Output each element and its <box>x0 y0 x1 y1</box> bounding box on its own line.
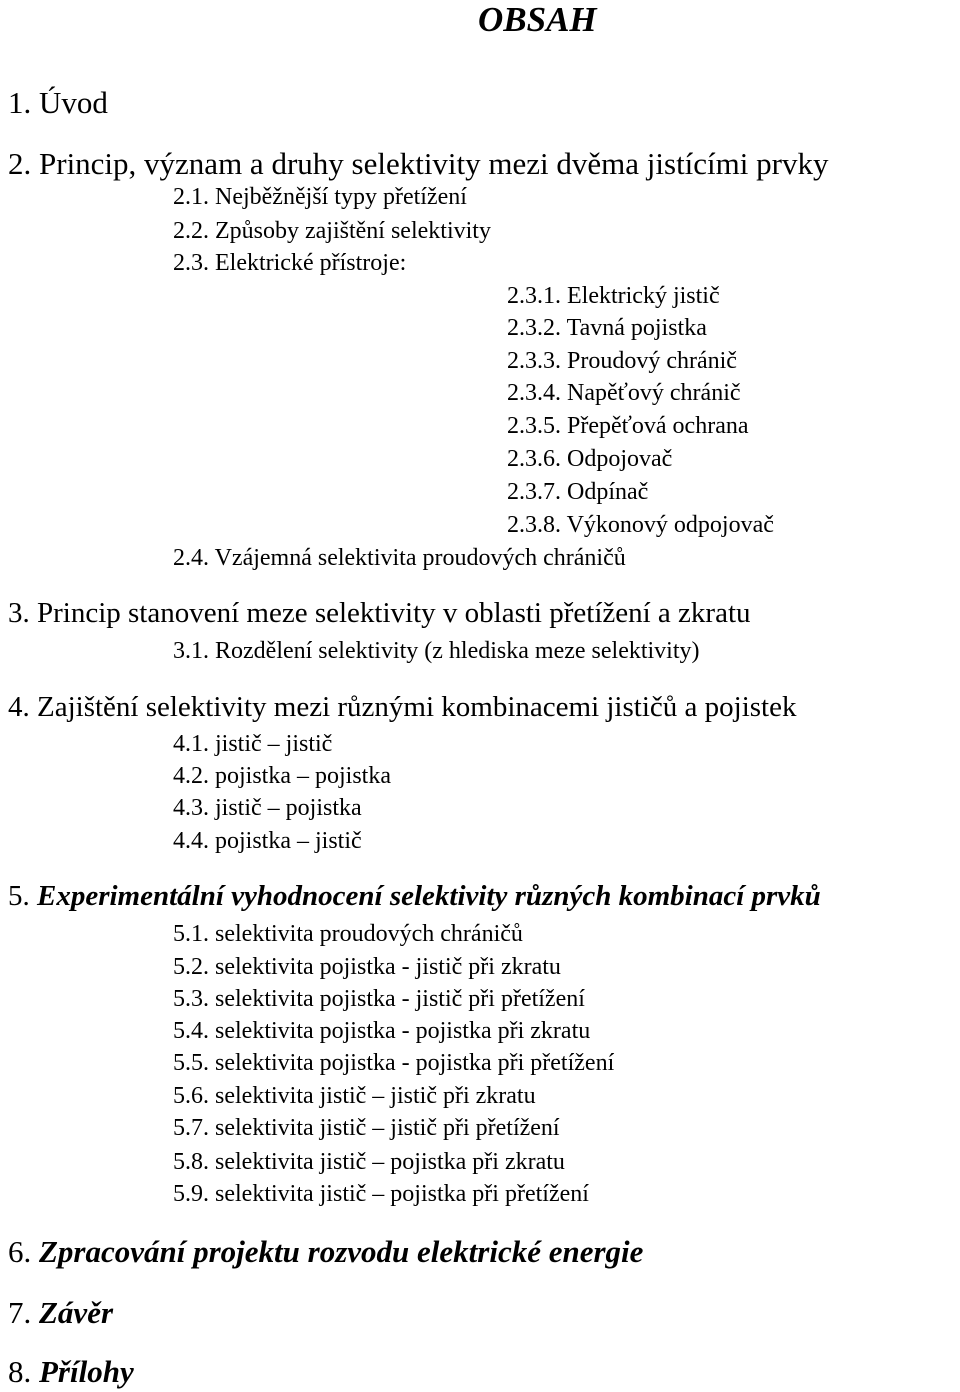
toc-label: Elektrický jistič <box>567 283 720 309</box>
toc-item-5-8 <box>173 1150 565 1174</box>
toc-item-2-3-1 <box>507 284 720 308</box>
toc-number: 2.3.4. <box>507 380 561 406</box>
toc-number: 2.3. <box>173 250 209 276</box>
toc-label: jistič – jistič <box>215 731 333 757</box>
toc-label: Elektrické přístroje: <box>215 250 407 276</box>
toc-number: 5.5. <box>173 1050 209 1076</box>
toc-number: 4. <box>8 691 30 723</box>
toc-number: 4.3. <box>173 795 209 821</box>
toc-number: 2.3.7. <box>507 479 561 505</box>
toc-number: 8. <box>8 1354 32 1389</box>
toc-item-4-4 <box>173 829 362 853</box>
toc-item-3-1 <box>173 639 700 663</box>
toc-label: pojistka – jistič <box>215 828 362 854</box>
toc-label: Proudový chránič <box>567 348 737 374</box>
toc-item-2-3-8 <box>507 513 774 537</box>
toc-item-2-2 <box>173 219 491 243</box>
toc-label: selektivita jistič – jistič při přetížení <box>215 1115 560 1141</box>
toc-item-4-2 <box>173 764 391 788</box>
toc-label: selektivita pojistka - jistič při zkratu <box>215 954 561 980</box>
toc-label: Experimentální vyhodnocení selektivity různých kombinací prvků <box>37 880 821 912</box>
toc-number: 2.3.5. <box>507 413 561 439</box>
toc-number: 2.1. <box>173 184 209 210</box>
toc-item-4-3 <box>173 796 362 820</box>
toc-item-2-3-6 <box>507 447 672 471</box>
toc-label: Úvod <box>39 85 108 120</box>
toc-item-2-3-7 <box>507 480 648 504</box>
toc-label: selektivita jistič – pojistka při zkratu <box>215 1149 565 1175</box>
toc-number: 5.6. <box>173 1083 209 1109</box>
toc-item-5-4 <box>173 1019 590 1043</box>
toc-item-2-4 <box>173 546 626 570</box>
toc-label: selektivita pojistka - pojistka při přetížení <box>215 1050 615 1076</box>
toc-label: selektivita pojistka - jistič při přetížení <box>215 986 585 1012</box>
toc-label: Princip stanovení meze selektivity v oblasti přetížení a zkratu <box>37 597 751 629</box>
toc-section-7 <box>8 1297 113 1328</box>
toc-item-2-3-3 <box>507 349 737 373</box>
toc-number: 5.3. <box>173 986 209 1012</box>
toc-item-2-1 <box>173 185 467 209</box>
toc-item-2-3 <box>173 251 406 275</box>
toc-number: 1. <box>8 85 32 120</box>
toc-number: 4.2. <box>173 763 209 789</box>
toc-item-5-7 <box>173 1116 560 1140</box>
toc-number: 2. <box>8 146 32 181</box>
toc-number: 4.4. <box>173 828 209 854</box>
toc-number: 2.3.8. <box>507 512 561 538</box>
toc-section-1 <box>8 87 108 118</box>
toc-label: Výkonový odpojovač <box>566 512 774 538</box>
toc-number: 5. <box>8 880 30 912</box>
toc-number: 5.8. <box>173 1149 209 1175</box>
toc-section-6 <box>8 1236 643 1267</box>
toc-item-2-3-5 <box>507 414 749 438</box>
toc-number: 5.9. <box>173 1181 209 1207</box>
toc-section-2 <box>8 148 828 179</box>
toc-label: Způsoby zajištění selektivity <box>215 218 491 244</box>
toc-section-4 <box>8 693 796 722</box>
toc-number: 2.3.1. <box>507 283 561 309</box>
toc-section-5 <box>8 882 821 911</box>
toc-number: 3.1. <box>173 638 209 664</box>
toc-number: 3. <box>8 597 30 629</box>
toc-label: selektivita pojistka - pojistka při zkratu <box>215 1018 591 1044</box>
toc-section-3 <box>8 599 751 628</box>
toc-label: Princip, význam a druhy selektivity mezi dvěma jistícími prvky <box>39 146 829 181</box>
toc-number: 2.3.6. <box>507 446 561 472</box>
toc-label: Přílohy <box>39 1354 134 1389</box>
toc-item-2-3-2 <box>507 316 707 340</box>
toc-label: Odpojovač <box>567 446 673 472</box>
toc-label: Odpínač <box>567 479 649 505</box>
toc-label: jistič – pojistka <box>215 795 362 821</box>
toc-number: 7. <box>8 1295 32 1330</box>
toc-label: pojistka – pojistka <box>215 763 391 789</box>
toc-label: Zpracování projektu rozvodu elektrické energie <box>39 1234 644 1269</box>
toc-label: Závěr <box>39 1295 114 1330</box>
toc-number: 5.1. <box>173 921 209 947</box>
toc-label: Zajištění selektivity mezi různými kombinacemi jističů a pojistek <box>37 691 797 723</box>
toc-item-5-6 <box>173 1084 536 1108</box>
toc-item-5-1 <box>173 922 523 946</box>
toc-label: Rozdělení selektivity (z hlediska meze selektivity) <box>215 638 700 664</box>
toc-label: Tavná pojistka <box>566 315 707 341</box>
page-title: OBSAH <box>478 0 597 39</box>
toc-item-2-3-4 <box>507 381 741 405</box>
toc-number: 5.4. <box>173 1018 209 1044</box>
toc-label: Nejběžnější typy přetížení <box>215 184 467 210</box>
toc-item-5-9 <box>173 1182 589 1206</box>
toc-number: 2.2. <box>173 218 209 244</box>
toc-number: 4.1. <box>173 731 209 757</box>
toc-item-4-1 <box>173 732 332 756</box>
toc-number: 2.3.3. <box>507 348 561 374</box>
toc-number: 5.2. <box>173 954 209 980</box>
toc-number: 6. <box>8 1234 32 1269</box>
toc-label: Přepěťová ochrana <box>567 413 749 439</box>
toc-number: 2.4. <box>173 545 209 571</box>
toc-number: 2.3.2. <box>507 315 561 341</box>
toc-section-8 <box>8 1356 134 1387</box>
toc-label: selektivita proudových chráničů <box>215 921 523 947</box>
toc-label: Napěťový chránič <box>567 380 741 406</box>
toc-label: selektivita jistič – pojistka při přetížení <box>215 1181 589 1207</box>
toc-item-5-2 <box>173 955 561 979</box>
toc-item-5-5 <box>173 1051 614 1075</box>
toc-label: selektivita jistič – jistič při zkratu <box>215 1083 536 1109</box>
toc-number: 5.7. <box>173 1115 209 1141</box>
toc-item-5-3 <box>173 987 585 1011</box>
toc-label: Vzájemná selektivita proudových chráničů <box>214 545 626 571</box>
